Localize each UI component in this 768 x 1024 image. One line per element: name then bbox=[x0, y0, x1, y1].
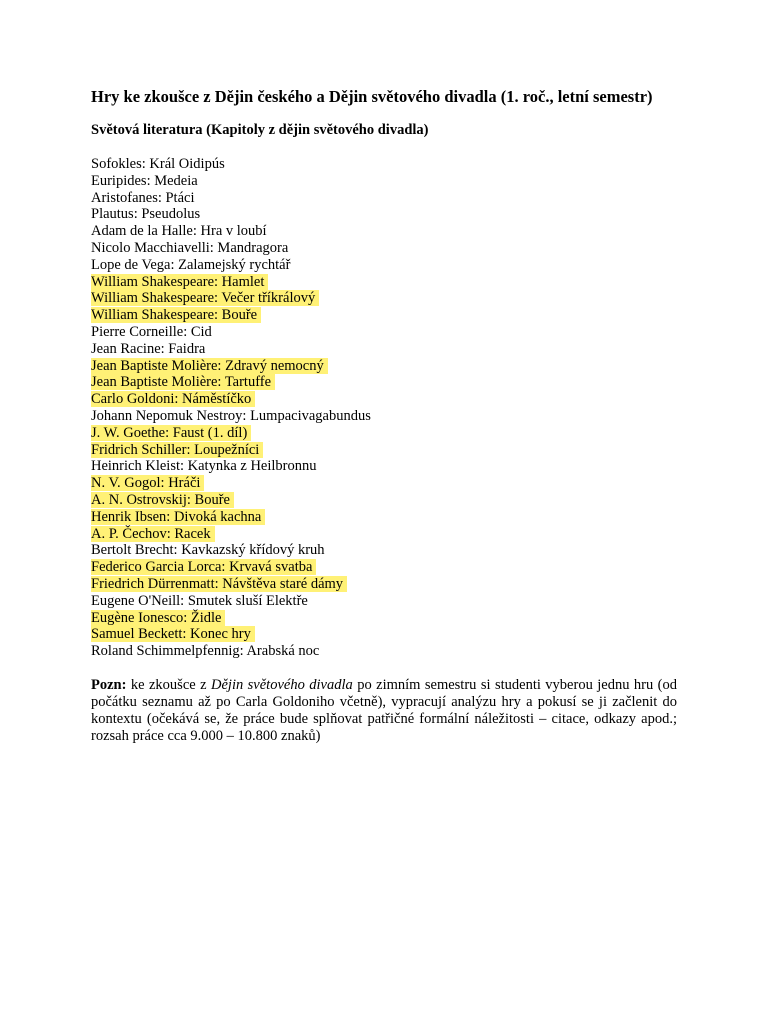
note-text-1: ke zkoušce z bbox=[126, 676, 212, 693]
play-title: Pierre Corneille: Cid bbox=[91, 323, 212, 340]
play-list-item bbox=[91, 425, 677, 442]
highlighted-play-title: Jean Baptiste Molière: Tartuffe bbox=[91, 374, 275, 390]
highlighted-play-title: J. W. Goethe: Faust (1. díl) bbox=[91, 425, 251, 441]
play-list-item bbox=[91, 156, 677, 173]
highlighted-play-title: Federico Garcia Lorca: Krvavá svatba bbox=[91, 559, 316, 575]
highlighted-play-title: N. V. Gogol: Hráči bbox=[91, 475, 204, 491]
play-list-item bbox=[91, 458, 677, 475]
highlighted-play-title: Jean Baptiste Molière: Zdravý nemocný bbox=[91, 358, 328, 374]
play-list-item bbox=[91, 341, 677, 358]
note-text-2: po zimním semestru si studenti vyberou jednu hru (od počátku seznamu až po Carla Goldoniho včetně), vypracují analýzu hry a pokusí se ji začlenit do kontextu (očekává se, že práce bude splňovat patřičné formální náležitosti – citace, odkazy apod.; rozsah práce cca 9.000 – 10.800 znaků) bbox=[91, 676, 677, 744]
play-title: Adam de la Halle: Hra v loubí bbox=[91, 223, 267, 240]
note-lead: Pozn: bbox=[91, 676, 127, 693]
play-title: Jean Racine: Faidra bbox=[91, 340, 206, 357]
play-list-item bbox=[91, 257, 677, 274]
play-list-item bbox=[91, 358, 677, 375]
play-list-item bbox=[91, 190, 677, 207]
play-list-item bbox=[91, 391, 677, 408]
play-list-item bbox=[91, 492, 677, 509]
play-title: Roland Schimmelpfennig: Arabská noc bbox=[91, 643, 320, 660]
play-title: Aristofanes: Ptáci bbox=[91, 189, 195, 206]
play-title: Johann Nepomuk Nestroy: Lumpacivagabundus bbox=[91, 407, 371, 424]
play-list-item bbox=[91, 442, 677, 459]
highlighted-play-title: William Shakespeare: Hamlet bbox=[91, 274, 268, 290]
highlighted-play-title: A. N. Ostrovskij: Bouře bbox=[91, 492, 234, 508]
play-list-item bbox=[91, 593, 677, 610]
play-list-item bbox=[91, 559, 677, 576]
play-title: Heinrich Kleist: Katynka z Heilbronnu bbox=[91, 458, 317, 475]
play-list-item bbox=[91, 223, 677, 240]
highlighted-play-title: William Shakespeare: Bouře bbox=[91, 307, 261, 323]
note-paragraph bbox=[91, 677, 677, 745]
play-list-item bbox=[91, 542, 677, 559]
highlighted-play-title: Friedrich Dürrenmatt: Návštěva staré dámy bbox=[91, 576, 347, 592]
play-list-item bbox=[91, 576, 677, 593]
play-list bbox=[91, 156, 677, 660]
play-list-item bbox=[91, 408, 677, 425]
play-list-item bbox=[91, 610, 677, 627]
play-title: Eugene O'Neill: Smutek sluší Elektře bbox=[91, 592, 308, 609]
section-heading: Světová literatura (Kapitoly z dějin světového divadla) bbox=[91, 122, 429, 138]
play-list-item bbox=[91, 290, 677, 307]
note-emphasis: Dějin světového divadla bbox=[211, 676, 353, 693]
play-list-item bbox=[91, 206, 677, 223]
play-list-item bbox=[91, 374, 677, 391]
play-list-item bbox=[91, 643, 677, 660]
play-list-item bbox=[91, 173, 677, 190]
play-title: Bertolt Brecht: Kavkazský křídový kruh bbox=[91, 542, 325, 559]
play-list-item bbox=[91, 475, 677, 492]
highlighted-play-title: Carlo Goldoni: Náměstíčko bbox=[91, 391, 255, 407]
play-list-item bbox=[91, 509, 677, 526]
highlighted-play-title: A. P. Čechov: Racek bbox=[91, 526, 215, 542]
play-list-item bbox=[91, 307, 677, 324]
highlighted-play-title: Eugène Ionesco: Židle bbox=[91, 610, 225, 626]
highlighted-play-title: Fridrich Schiller: Loupežníci bbox=[91, 442, 263, 458]
play-title: Nicolo Macchiavelli: Mandragora bbox=[91, 239, 289, 256]
play-list-item bbox=[91, 324, 677, 341]
highlighted-play-title: Henrik Ibsen: Divoká kachna bbox=[91, 509, 265, 525]
document-title: Hry ke zkoušce z Dějin českého a Dějin světového divadla (1. roč., letní semestr) bbox=[91, 87, 653, 106]
play-title: Plautus: Pseudolus bbox=[91, 206, 201, 223]
play-title: Euripides: Medeia bbox=[91, 172, 198, 189]
highlighted-play-title: William Shakespeare: Večer tříkrálový bbox=[91, 290, 319, 306]
document-page bbox=[91, 87, 677, 759]
play-list-item bbox=[91, 274, 677, 291]
highlighted-play-title: Samuel Beckett: Konec hry bbox=[91, 626, 255, 642]
play-list-item bbox=[91, 240, 677, 257]
play-title: Lope de Vega: Zalamejský rychtář bbox=[91, 256, 291, 273]
play-list-item bbox=[91, 626, 677, 643]
play-title: Sofokles: Král Oidipús bbox=[91, 156, 225, 172]
play-list-item bbox=[91, 526, 677, 543]
